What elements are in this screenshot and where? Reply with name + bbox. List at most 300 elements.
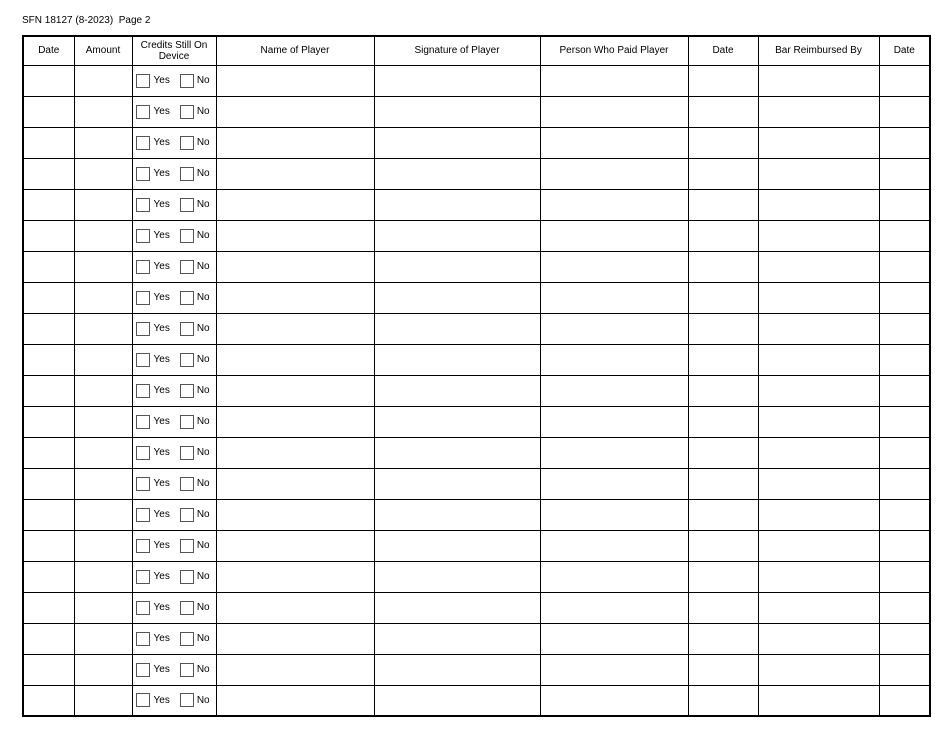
- yes-checkbox[interactable]: [136, 136, 150, 150]
- paid-date-cell[interactable]: [688, 530, 758, 561]
- signature-of-player-cell[interactable]: [374, 468, 540, 499]
- paid-date-cell[interactable]: [688, 251, 758, 282]
- date-cell[interactable]: [23, 685, 74, 716]
- amount-cell[interactable]: [74, 189, 132, 220]
- table-row: [23, 561, 930, 592]
- yes-checkbox[interactable]: [136, 229, 150, 243]
- name-of-player-cell[interactable]: [216, 282, 374, 313]
- amount-cell[interactable]: [74, 437, 132, 468]
- bar-reimbursed-by-cell[interactable]: [758, 468, 879, 499]
- yes-checkbox[interactable]: [136, 446, 150, 460]
- yes-label: Yes: [153, 540, 170, 551]
- date-cell[interactable]: [23, 406, 74, 437]
- table-row: [23, 654, 930, 685]
- signature-of-player-cell[interactable]: [374, 530, 540, 561]
- credits-still-on-device-cell: [132, 189, 216, 220]
- no-label: No: [196, 664, 210, 675]
- table-row: [23, 530, 930, 561]
- bar-reimbursed-by-cell[interactable]: [758, 623, 879, 654]
- reimbursed-date-cell[interactable]: [879, 499, 930, 530]
- date-cell[interactable]: [23, 189, 74, 220]
- no-label: No: [196, 323, 210, 334]
- yes-label: Yes: [153, 106, 170, 117]
- no-label: No: [196, 633, 210, 644]
- yes-checkbox[interactable]: [136, 539, 150, 553]
- yes-checkbox[interactable]: [136, 570, 150, 584]
- credits-still-on-device-cell: [132, 127, 216, 158]
- table-row: [23, 251, 930, 282]
- yes-no-group: [133, 570, 216, 584]
- date-cell[interactable]: [23, 437, 74, 468]
- name-of-player-cell[interactable]: [216, 499, 374, 530]
- name-of-player-cell[interactable]: [216, 189, 374, 220]
- date-cell[interactable]: [23, 251, 74, 282]
- person-who-paid-cell[interactable]: [540, 406, 688, 437]
- yes-checkbox[interactable]: [136, 322, 150, 336]
- no-checkbox[interactable]: [180, 353, 194, 367]
- form-identifier: SFN 18127 (8-2023) Page 2: [22, 15, 151, 26]
- paid-date-cell[interactable]: [688, 127, 758, 158]
- table-row: [23, 437, 930, 468]
- yes-no-group: [133, 229, 216, 243]
- no-checkbox[interactable]: [180, 229, 194, 243]
- paid-date-cell[interactable]: [688, 685, 758, 716]
- no-label: No: [196, 168, 210, 179]
- table-row: [23, 282, 930, 313]
- paid-date-cell[interactable]: [688, 344, 758, 375]
- bar-reimbursed-by-cell[interactable]: [758, 375, 879, 406]
- yes-no-group: [133, 291, 216, 305]
- reimbursed-date-cell[interactable]: [879, 375, 930, 406]
- date-cell[interactable]: [23, 375, 74, 406]
- no-label: No: [196, 292, 210, 303]
- column-header-credits-still-on-device: Credits Still On Device: [132, 36, 216, 65]
- signature-of-player-cell[interactable]: [374, 220, 540, 251]
- person-who-paid-cell[interactable]: [540, 220, 688, 251]
- date-cell[interactable]: [23, 96, 74, 127]
- yes-checkbox[interactable]: [136, 167, 150, 181]
- reimbursed-date-cell[interactable]: [879, 592, 930, 623]
- paid-date-cell[interactable]: [688, 561, 758, 592]
- date-cell[interactable]: [23, 499, 74, 530]
- no-checkbox[interactable]: [180, 198, 194, 212]
- yes-no-group: [133, 74, 216, 88]
- table-body: [23, 65, 930, 716]
- yes-no-group: [133, 477, 216, 491]
- yes-label: Yes: [153, 75, 170, 86]
- amount-cell[interactable]: [74, 375, 132, 406]
- signature-of-player-cell[interactable]: [374, 375, 540, 406]
- person-who-paid-cell[interactable]: [540, 282, 688, 313]
- yes-no-group: [133, 136, 216, 150]
- no-label: No: [196, 540, 210, 551]
- yes-no-group: [133, 198, 216, 212]
- reimbursed-date-cell[interactable]: [879, 282, 930, 313]
- amount-cell[interactable]: [74, 220, 132, 251]
- amount-cell[interactable]: [74, 65, 132, 96]
- date-cell[interactable]: [23, 561, 74, 592]
- yes-checkbox[interactable]: [136, 477, 150, 491]
- date-cell[interactable]: [23, 344, 74, 375]
- column-header-reimbursed-date: Date: [879, 36, 930, 65]
- no-checkbox[interactable]: [180, 74, 194, 88]
- name-of-player-cell[interactable]: [216, 313, 374, 344]
- yes-checkbox[interactable]: [136, 601, 150, 615]
- date-cell[interactable]: [23, 282, 74, 313]
- bar-reimbursed-by-cell[interactable]: [758, 592, 879, 623]
- name-of-player-cell[interactable]: [216, 592, 374, 623]
- no-checkbox[interactable]: [180, 136, 194, 150]
- credits-still-on-device-cell: [132, 65, 216, 96]
- person-who-paid-cell[interactable]: [540, 375, 688, 406]
- yes-checkbox[interactable]: [136, 384, 150, 398]
- name-of-player-cell[interactable]: [216, 561, 374, 592]
- bar-reimbursed-by-cell[interactable]: [758, 127, 879, 158]
- amount-cell[interactable]: [74, 468, 132, 499]
- amount-cell[interactable]: [74, 592, 132, 623]
- bar-reimbursed-by-cell[interactable]: [758, 654, 879, 685]
- paid-date-cell[interactable]: [688, 437, 758, 468]
- bar-reimbursed-by-cell[interactable]: [758, 685, 879, 716]
- person-who-paid-cell[interactable]: [540, 561, 688, 592]
- paid-date-cell[interactable]: [688, 282, 758, 313]
- yes-label: Yes: [153, 694, 170, 706]
- yes-checkbox[interactable]: [136, 663, 150, 677]
- amount-cell[interactable]: [74, 344, 132, 375]
- amount-cell[interactable]: [74, 251, 132, 282]
- yes-no-group: [133, 601, 216, 615]
- no-label: No: [196, 602, 210, 613]
- person-who-paid-cell[interactable]: [540, 530, 688, 561]
- reimbursed-date-cell[interactable]: [879, 623, 930, 654]
- reimbursed-date-cell[interactable]: [879, 65, 930, 96]
- no-checkbox[interactable]: [180, 322, 194, 336]
- paid-date-cell[interactable]: [688, 220, 758, 251]
- signature-of-player-cell[interactable]: [374, 65, 540, 96]
- bar-reimbursed-by-cell[interactable]: [758, 530, 879, 561]
- no-label: No: [196, 106, 210, 117]
- date-cell[interactable]: [23, 623, 74, 654]
- amount-cell[interactable]: [74, 561, 132, 592]
- no-checkbox[interactable]: [180, 446, 194, 460]
- yes-label: Yes: [153, 385, 170, 396]
- bar-reimbursed-by-cell[interactable]: [758, 406, 879, 437]
- no-label: No: [196, 230, 210, 241]
- signature-of-player-cell[interactable]: [374, 127, 540, 158]
- bar-reimbursed-by-cell[interactable]: [758, 220, 879, 251]
- yes-no-group: [133, 384, 216, 398]
- reimbursed-date-cell[interactable]: [879, 158, 930, 189]
- no-label: No: [196, 385, 210, 396]
- paid-date-cell[interactable]: [688, 96, 758, 127]
- yes-checkbox[interactable]: [136, 260, 150, 274]
- reimbursed-date-cell[interactable]: [879, 189, 930, 220]
- no-label: No: [196, 137, 210, 148]
- no-checkbox[interactable]: [180, 260, 194, 274]
- reimbursed-date-cell[interactable]: [879, 220, 930, 251]
- bar-reimbursed-by-cell[interactable]: [758, 96, 879, 127]
- yes-no-group: [133, 105, 216, 119]
- yes-checkbox[interactable]: [136, 693, 150, 707]
- signature-of-player-cell[interactable]: [374, 96, 540, 127]
- signature-of-player-cell[interactable]: [374, 251, 540, 282]
- paid-date-cell[interactable]: [688, 499, 758, 530]
- signature-of-player-cell[interactable]: [374, 623, 540, 654]
- person-who-paid-cell[interactable]: [540, 592, 688, 623]
- name-of-player-cell[interactable]: [216, 65, 374, 96]
- name-of-player-cell[interactable]: [216, 685, 374, 716]
- credits-still-on-device-cell: [132, 282, 216, 313]
- paid-date-cell[interactable]: [688, 158, 758, 189]
- amount-cell[interactable]: [74, 96, 132, 127]
- person-who-paid-cell[interactable]: [540, 437, 688, 468]
- paid-date-cell[interactable]: [688, 623, 758, 654]
- signature-of-player-cell[interactable]: [374, 654, 540, 685]
- signature-of-player-cell[interactable]: [374, 561, 540, 592]
- reimbursed-date-cell[interactable]: [879, 127, 930, 158]
- reimbursed-date-cell[interactable]: [879, 344, 930, 375]
- person-who-paid-cell[interactable]: [540, 96, 688, 127]
- person-who-paid-cell[interactable]: [540, 468, 688, 499]
- name-of-player-cell[interactable]: [216, 375, 374, 406]
- date-cell[interactable]: [23, 65, 74, 96]
- date-cell[interactable]: [23, 530, 74, 561]
- yes-checkbox[interactable]: [136, 105, 150, 119]
- reimbursed-date-cell[interactable]: [879, 530, 930, 561]
- no-checkbox[interactable]: [180, 167, 194, 181]
- name-of-player-cell[interactable]: [216, 654, 374, 685]
- payout-log-table: [22, 35, 931, 717]
- no-checkbox[interactable]: [180, 601, 194, 615]
- table-row: [23, 406, 930, 437]
- person-who-paid-cell[interactable]: [540, 158, 688, 189]
- name-of-player-cell[interactable]: [216, 127, 374, 158]
- person-who-paid-cell[interactable]: [540, 623, 688, 654]
- no-checkbox[interactable]: [180, 384, 194, 398]
- credits-still-on-device-cell: [132, 251, 216, 282]
- person-who-paid-cell[interactable]: [540, 251, 688, 282]
- reimbursed-date-cell[interactable]: [879, 437, 930, 468]
- signature-of-player-cell[interactable]: [374, 437, 540, 468]
- column-header-date: Date: [23, 36, 74, 65]
- paid-date-cell[interactable]: [688, 313, 758, 344]
- yes-label: Yes: [153, 261, 170, 272]
- person-who-paid-cell[interactable]: [540, 344, 688, 375]
- signature-of-player-cell[interactable]: [374, 158, 540, 189]
- reimbursed-date-cell[interactable]: [879, 685, 930, 716]
- yes-checkbox[interactable]: [136, 74, 150, 88]
- reimbursed-date-cell[interactable]: [879, 468, 930, 499]
- amount-cell[interactable]: [74, 530, 132, 561]
- no-label: No: [196, 571, 210, 582]
- date-cell[interactable]: [23, 158, 74, 189]
- amount-cell[interactable]: [74, 685, 132, 716]
- yes-checkbox[interactable]: [136, 508, 150, 522]
- date-cell[interactable]: [23, 592, 74, 623]
- reimbursed-date-cell[interactable]: [879, 96, 930, 127]
- name-of-player-cell[interactable]: [216, 251, 374, 282]
- bar-reimbursed-by-cell[interactable]: [758, 313, 879, 344]
- amount-cell[interactable]: [74, 654, 132, 685]
- yes-label: Yes: [153, 509, 170, 520]
- credits-still-on-device-cell: [132, 437, 216, 468]
- bar-reimbursed-by-cell[interactable]: [758, 189, 879, 220]
- yes-no-group: [133, 446, 216, 460]
- signature-of-player-cell[interactable]: [374, 406, 540, 437]
- reimbursed-date-cell[interactable]: [879, 251, 930, 282]
- reimbursed-date-cell[interactable]: [879, 406, 930, 437]
- no-label: No: [196, 509, 210, 520]
- amount-cell[interactable]: [74, 282, 132, 313]
- signature-of-player-cell[interactable]: [374, 313, 540, 344]
- name-of-player-cell[interactable]: [216, 468, 374, 499]
- name-of-player-cell[interactable]: [216, 344, 374, 375]
- yes-label: Yes: [153, 323, 170, 334]
- yes-checkbox[interactable]: [136, 415, 150, 429]
- table-row: [23, 592, 930, 623]
- no-checkbox[interactable]: [180, 693, 194, 707]
- name-of-player-cell[interactable]: [216, 158, 374, 189]
- no-checkbox[interactable]: [180, 539, 194, 553]
- person-who-paid-cell[interactable]: [540, 189, 688, 220]
- no-checkbox[interactable]: [180, 415, 194, 429]
- table-row: [23, 623, 930, 654]
- name-of-player-cell[interactable]: [216, 220, 374, 251]
- column-header-amount: Amount: [74, 36, 132, 65]
- yes-no-group: [133, 353, 216, 367]
- no-label: No: [196, 354, 210, 365]
- no-label: No: [196, 694, 210, 706]
- no-label: No: [196, 75, 210, 86]
- credits-still-on-device-cell: [132, 592, 216, 623]
- signature-of-player-cell[interactable]: [374, 344, 540, 375]
- yes-label: Yes: [153, 230, 170, 241]
- no-label: No: [196, 199, 210, 210]
- credits-still-on-device-cell: [132, 313, 216, 344]
- amount-cell[interactable]: [74, 499, 132, 530]
- bar-reimbursed-by-cell[interactable]: [758, 499, 879, 530]
- table-row: [23, 344, 930, 375]
- date-cell[interactable]: [23, 654, 74, 685]
- name-of-player-cell[interactable]: [216, 623, 374, 654]
- no-checkbox[interactable]: [180, 508, 194, 522]
- yes-checkbox[interactable]: [136, 353, 150, 367]
- yes-checkbox[interactable]: [136, 632, 150, 646]
- no-checkbox[interactable]: [180, 570, 194, 584]
- yes-checkbox[interactable]: [136, 291, 150, 305]
- table-row: [23, 127, 930, 158]
- amount-cell[interactable]: [74, 313, 132, 344]
- date-cell[interactable]: [23, 127, 74, 158]
- paid-date-cell[interactable]: [688, 654, 758, 685]
- paid-date-cell[interactable]: [688, 65, 758, 96]
- amount-cell[interactable]: [74, 158, 132, 189]
- date-cell[interactable]: [23, 220, 74, 251]
- no-checkbox[interactable]: [180, 632, 194, 646]
- yes-no-group: [133, 693, 216, 707]
- person-who-paid-cell[interactable]: [540, 313, 688, 344]
- bar-reimbursed-by-cell[interactable]: [758, 158, 879, 189]
- table-row: [23, 685, 930, 716]
- yes-no-group: [133, 415, 216, 429]
- paid-date-cell[interactable]: [688, 592, 758, 623]
- bar-reimbursed-by-cell[interactable]: [758, 561, 879, 592]
- column-header-name-of-player: Name of Player: [216, 36, 374, 65]
- yes-checkbox[interactable]: [136, 198, 150, 212]
- no-label: No: [196, 478, 210, 489]
- paid-date-cell[interactable]: [688, 375, 758, 406]
- reimbursed-date-cell[interactable]: [879, 313, 930, 344]
- yes-no-group: [133, 167, 216, 181]
- reimbursed-date-cell[interactable]: [879, 561, 930, 592]
- no-label: No: [196, 261, 210, 272]
- person-who-paid-cell[interactable]: [540, 65, 688, 96]
- reimbursed-date-cell[interactable]: [879, 654, 930, 685]
- person-who-paid-cell[interactable]: [540, 127, 688, 158]
- amount-cell[interactable]: [74, 406, 132, 437]
- credits-still-on-device-cell: [132, 406, 216, 437]
- bar-reimbursed-by-cell[interactable]: [758, 344, 879, 375]
- table-row: [23, 499, 930, 530]
- credits-still-on-device-cell: [132, 623, 216, 654]
- paid-date-cell[interactable]: [688, 406, 758, 437]
- table-row: [23, 220, 930, 251]
- amount-cell[interactable]: [74, 623, 132, 654]
- yes-label: Yes: [153, 354, 170, 365]
- signature-of-player-cell[interactable]: [374, 282, 540, 313]
- bar-reimbursed-by-cell[interactable]: [758, 282, 879, 313]
- yes-no-group: [133, 632, 216, 646]
- name-of-player-cell[interactable]: [216, 530, 374, 561]
- table-row: [23, 468, 930, 499]
- table-row: [23, 313, 930, 344]
- paid-date-cell[interactable]: [688, 189, 758, 220]
- no-label: No: [196, 416, 210, 427]
- person-who-paid-cell[interactable]: [540, 654, 688, 685]
- date-cell[interactable]: [23, 313, 74, 344]
- no-checkbox[interactable]: [180, 663, 194, 677]
- yes-no-group: [133, 260, 216, 274]
- date-cell[interactable]: [23, 468, 74, 499]
- yes-label: Yes: [153, 137, 170, 148]
- yes-label: Yes: [153, 664, 170, 675]
- signature-of-player-cell[interactable]: [374, 592, 540, 623]
- signature-of-player-cell[interactable]: [374, 685, 540, 716]
- yes-label: Yes: [153, 199, 170, 210]
- header-row: [23, 36, 930, 65]
- person-who-paid-cell[interactable]: [540, 499, 688, 530]
- amount-cell[interactable]: [74, 127, 132, 158]
- name-of-player-cell[interactable]: [216, 96, 374, 127]
- signature-of-player-cell[interactable]: [374, 189, 540, 220]
- name-of-player-cell[interactable]: [216, 437, 374, 468]
- bar-reimbursed-by-cell[interactable]: [758, 251, 879, 282]
- yes-no-group: [133, 539, 216, 553]
- no-label: No: [196, 447, 210, 458]
- signature-of-player-cell[interactable]: [374, 499, 540, 530]
- no-checkbox[interactable]: [180, 105, 194, 119]
- credits-still-on-device-cell: [132, 96, 216, 127]
- paid-date-cell[interactable]: [688, 468, 758, 499]
- no-checkbox[interactable]: [180, 477, 194, 491]
- yes-no-group: [133, 322, 216, 336]
- name-of-player-cell[interactable]: [216, 406, 374, 437]
- bar-reimbursed-by-cell[interactable]: [758, 65, 879, 96]
- bar-reimbursed-by-cell[interactable]: [758, 437, 879, 468]
- credits-still-on-device-cell: [132, 530, 216, 561]
- no-checkbox[interactable]: [180, 291, 194, 305]
- person-who-paid-cell[interactable]: [540, 685, 688, 716]
